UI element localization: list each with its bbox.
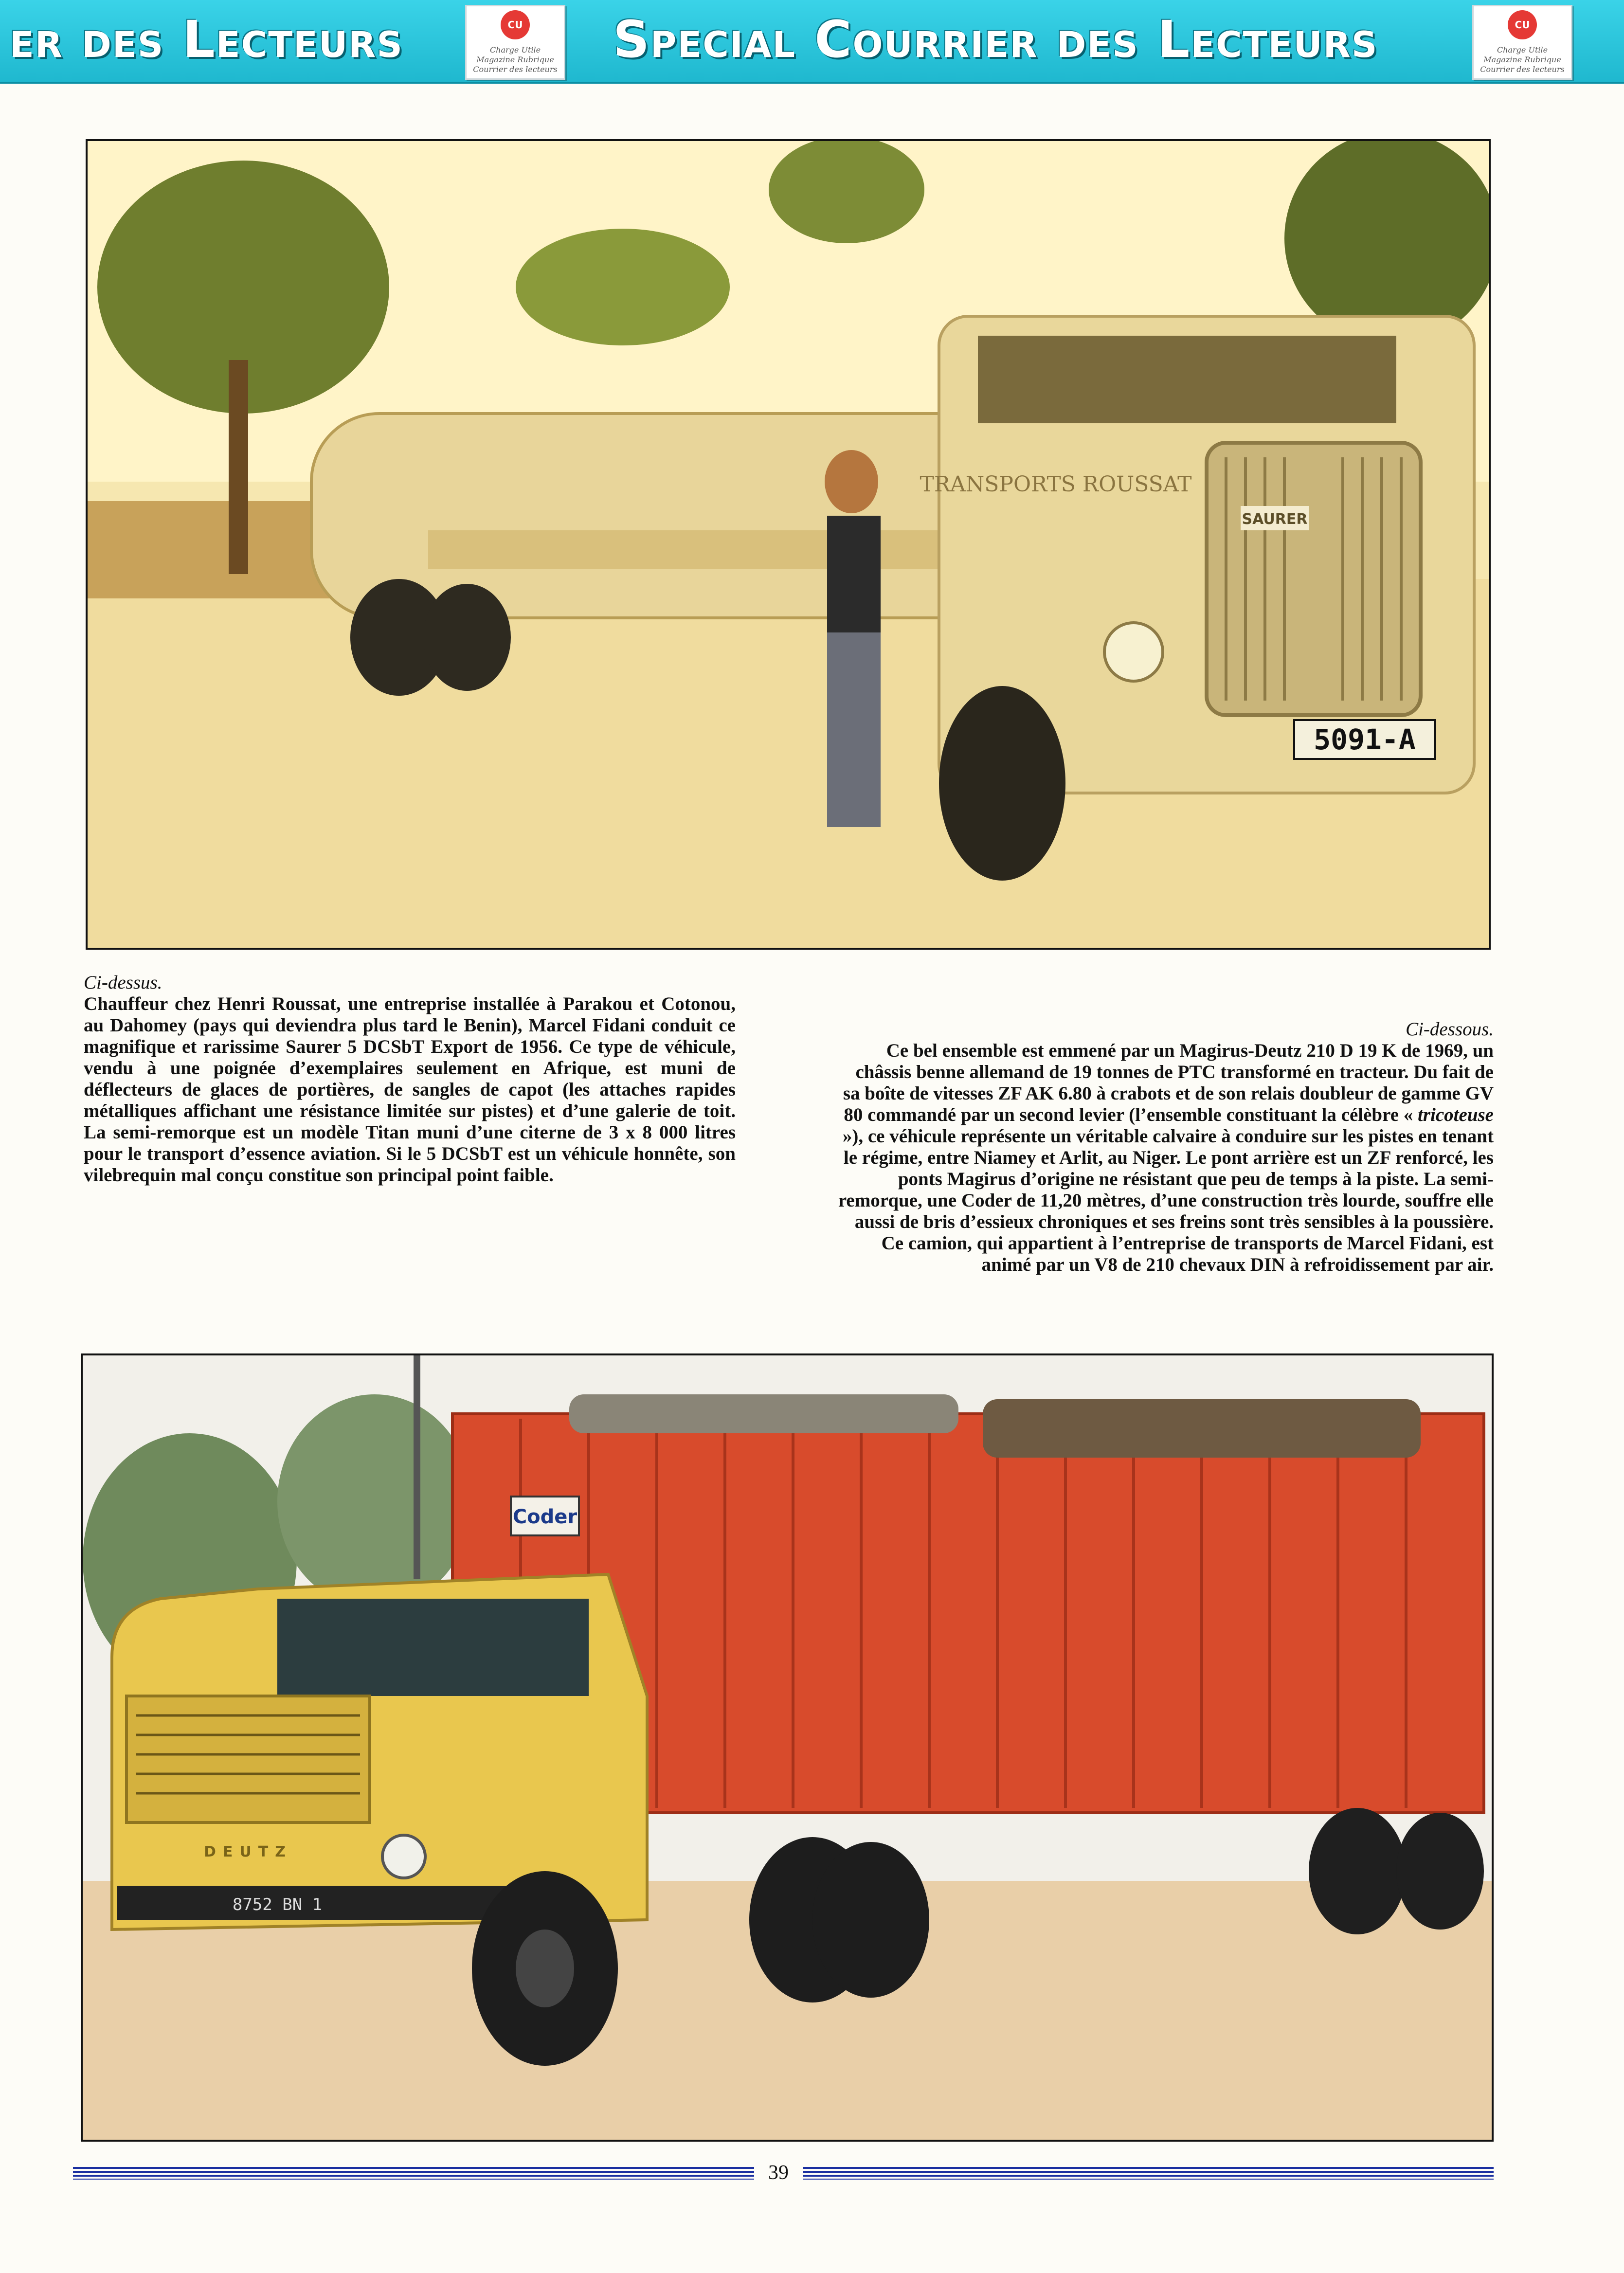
- header-right-title: Special Courrier des Lecteurs: [613, 10, 1378, 69]
- caption-bottom-body-part-1: Ce bel ensemble est emmené par un Magirus-Deutz 210 D 19 K de 1969, un châssis benne allemand de 19 tonnes de PTC transformé en tracteur. Du fait de sa boîte de vitesses ZF AK 6.80 à crabots et de son relais doubleur de gamme GV 80 commandé par un second levier (l’ensemble constituant la célèbre «: [843, 1040, 1494, 1125]
- deutz-licence-plate: 8752 BN 1: [232, 1895, 323, 1914]
- caption-bottom-body-part-2: »), ce véhicule représente un véritable calvaire à conduire sur les pistes en tenant le régime, entre Niamey et Arlit, au Niger. Le pont arrière est un ZF renforcé, les ponts Magirus d’origine ne résistant que peu de temps à la piste. La semi-remorque, une Coder de 11,20 mètres, d’une construction très lourde, souffre elle aussi de bris d’essieux chroniques et ses freins sont très sensibles à la poussière. Ce camion, qui appartient à l’entreprise de transports de Marcel Fidani, est animé par un V8 de 210 chevaux DIN à refroidissement par air.: [838, 1126, 1494, 1275]
- cab-door-lettering: TRANSPORTS ROUSSAT: [920, 472, 1192, 497]
- magazine-logo-right: [1472, 5, 1572, 80]
- caption-bottom-body: [838, 1040, 1494, 1275]
- footer-rule-left: [73, 2167, 754, 2180]
- caption-top-photo: [84, 972, 736, 1186]
- page-footer: [73, 2163, 1494, 2183]
- logo-mark: CU: [501, 10, 530, 39]
- saurer-licence-plate: 5091-A: [1314, 723, 1416, 756]
- coder-trailer-badge: Coder: [512, 1506, 577, 1528]
- caption-bottom-italic-term: tricoteuse: [1418, 1104, 1494, 1125]
- photo-magirus-deutz: [81, 1353, 1494, 2142]
- logo-mark-right: CU: [1508, 10, 1537, 39]
- saurer-grille-badge: SAURER: [1242, 511, 1308, 528]
- photo-saurer-tanker: [86, 139, 1491, 950]
- caption-bottom-photo: [837, 1019, 1494, 1276]
- magazine-logo: [465, 5, 565, 80]
- header-left-title: er des Lecteurs: [10, 10, 403, 69]
- logo-caption-right: Charge Utile Magazine Rubrique Courrier des lecteurs: [1480, 45, 1565, 74]
- header-banner: [0, 0, 1624, 84]
- logo-caption: Charge Utile Magazine Rubrique Courrier des lecteurs: [473, 45, 558, 74]
- caption-bottom-label: Ci-dessous.: [1406, 1019, 1494, 1040]
- page-number: 39: [768, 2162, 789, 2184]
- caption-top-label: Ci-dessus.: [84, 972, 162, 993]
- footer-rule-right: [803, 2167, 1494, 2180]
- deutz-grille-badge: DEUTZ: [204, 1843, 292, 1860]
- caption-top-body: Chauffeur chez Henri Roussat, une entreprise installée à Parakou et Cotonou, au Dahomey (pays qui deviendra plus tard le Benin), Marcel Fidani conduit ce magnifique et rarissime Saurer 5 DCSbT Export de 1956. Ce type de véhicule, vendu à une poignée d’exemplaires seulement en Afrique, est muni de déflecteurs de glaces de portières, de sangles de capot (les attaches rapides métalliques affichant une résistance limitée sur pistes) et d’une galerie de toit. La semi-remorque est un modèle Titan muni d’une citerne de 3 x 8 000 litres pour le transport d’essence aviation. Si le 5 DCSbT est un véhicule honnête, son vilebrequin mal conçu constitue son principal point faible.: [84, 993, 736, 1186]
